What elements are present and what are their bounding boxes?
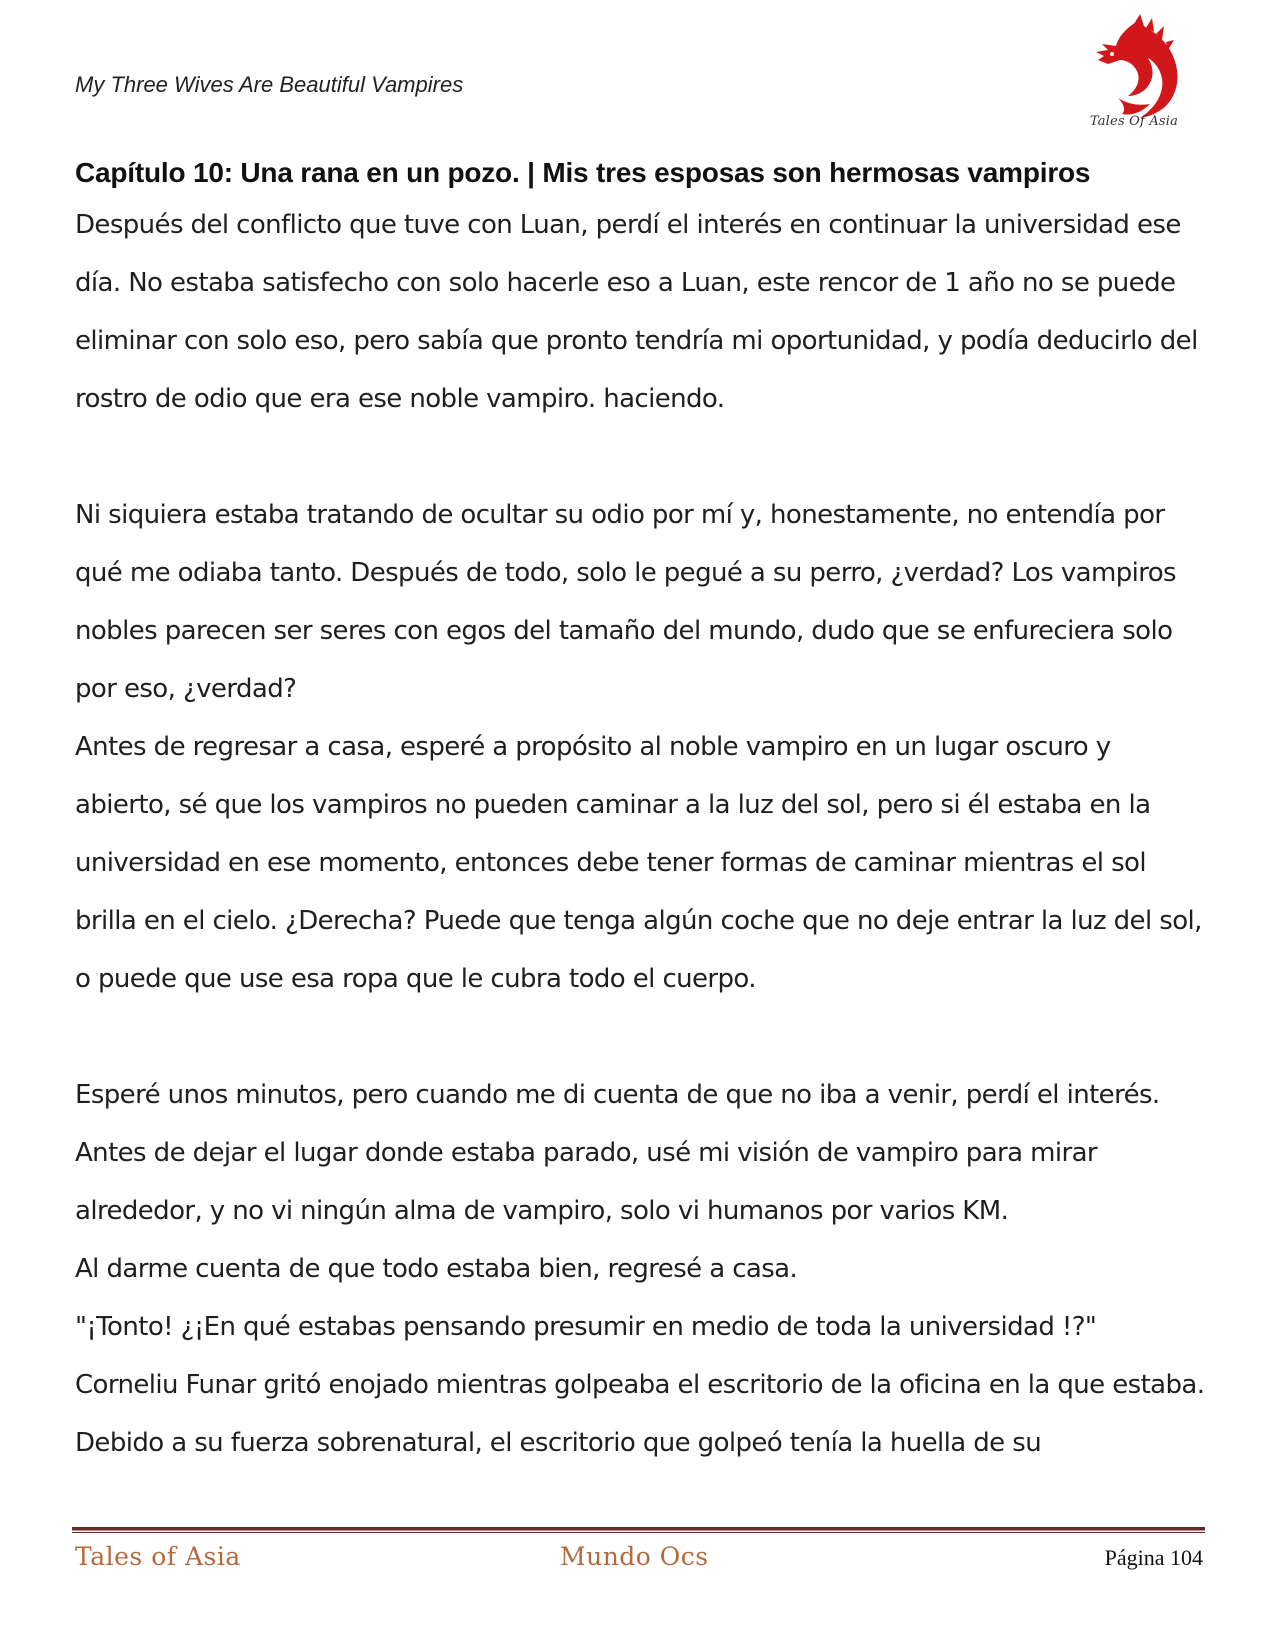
paragraph-1: Después del conflicto que tuve con Luan, perdí el interés en continuar la universidad ese día. No estaba satisfecho con solo hacerle eso a Luan, este rencor de 1 año no se puede eliminar con solo eso, pero sabía que pronto tendría mi oportunidad, y podía deducirlo del rostro de odio que era ese noble vampiro. haciendo. bbox=[75, 210, 1198, 414]
paragraph-spacer bbox=[75, 1008, 1205, 1066]
paragraph-2: Ni siquiera estaba tratando de ocultar su odio por mí y, honestamente, no entendía por qué me odiaba tanto. Después de todo, solo le pegué a su perro, ¿verdad? Los vampiros nobles parecen ser seres con egos del tamaño del mundo, dudo que se enfureciera solo por eso, ¿verdad? bbox=[75, 500, 1176, 704]
chapter-title: Capítulo 10: Una rana en un pozo. | Mis tres esposas son hermosas vampiros bbox=[75, 157, 1091, 188]
paragraph-spacer bbox=[75, 428, 1205, 486]
footer-site-name: Tales of Asia bbox=[75, 1542, 241, 1571]
paragraph-6: "¡Tonto! ¿¡En qué estabas pensando presumir en medio de toda la universidad !?" bbox=[75, 1312, 1097, 1342]
logo-text: Tales Of Asia bbox=[1089, 114, 1179, 129]
paragraph-3: Antes de regresar a casa, esperé a propósito al noble vampiro en un lugar oscuro y abierto, sé que los vampiros no pueden caminar a la luz del sol, pero si él estaba en la universidad en ese momento, entonces debe tener formas de caminar mientras el sol brilla en el cielo. ¿Derecha? Puede que tenga algún coche que no deje entrar la luz del sol, o puede que use esa ropa que le cubra todo el cuerpo. bbox=[75, 732, 1202, 994]
footer-center-text: Mundo Ocs bbox=[560, 1542, 709, 1571]
paragraph-7: Corneliu Funar gritó enojado mientras golpeaba el escritorio de la oficina en la que estaba. Debido a su fuerza sobrenatural, el escritorio que golpeó tenía la huella de su bbox=[75, 1370, 1205, 1458]
page-number: Página 104 bbox=[1104, 1545, 1203, 1570]
running-header-book-title: My Three Wives Are Beautiful Vampires bbox=[75, 72, 464, 97]
paragraph-5: Al darme cuenta de que todo estaba bien, regresé a casa. bbox=[75, 1254, 798, 1284]
chapter-body bbox=[75, 152, 1205, 1472]
paragraph-4: Esperé unos minutos, pero cuando me di cuenta de que no iba a venir, perdí el interés. Antes de dejar el lugar donde estaba parado, usé mi visión de vampiro para mirar alrededor, y no vi ningún alma de vampiro, solo vi humanos por varios KM. bbox=[75, 1080, 1160, 1226]
footer-divider bbox=[72, 1527, 1205, 1533]
